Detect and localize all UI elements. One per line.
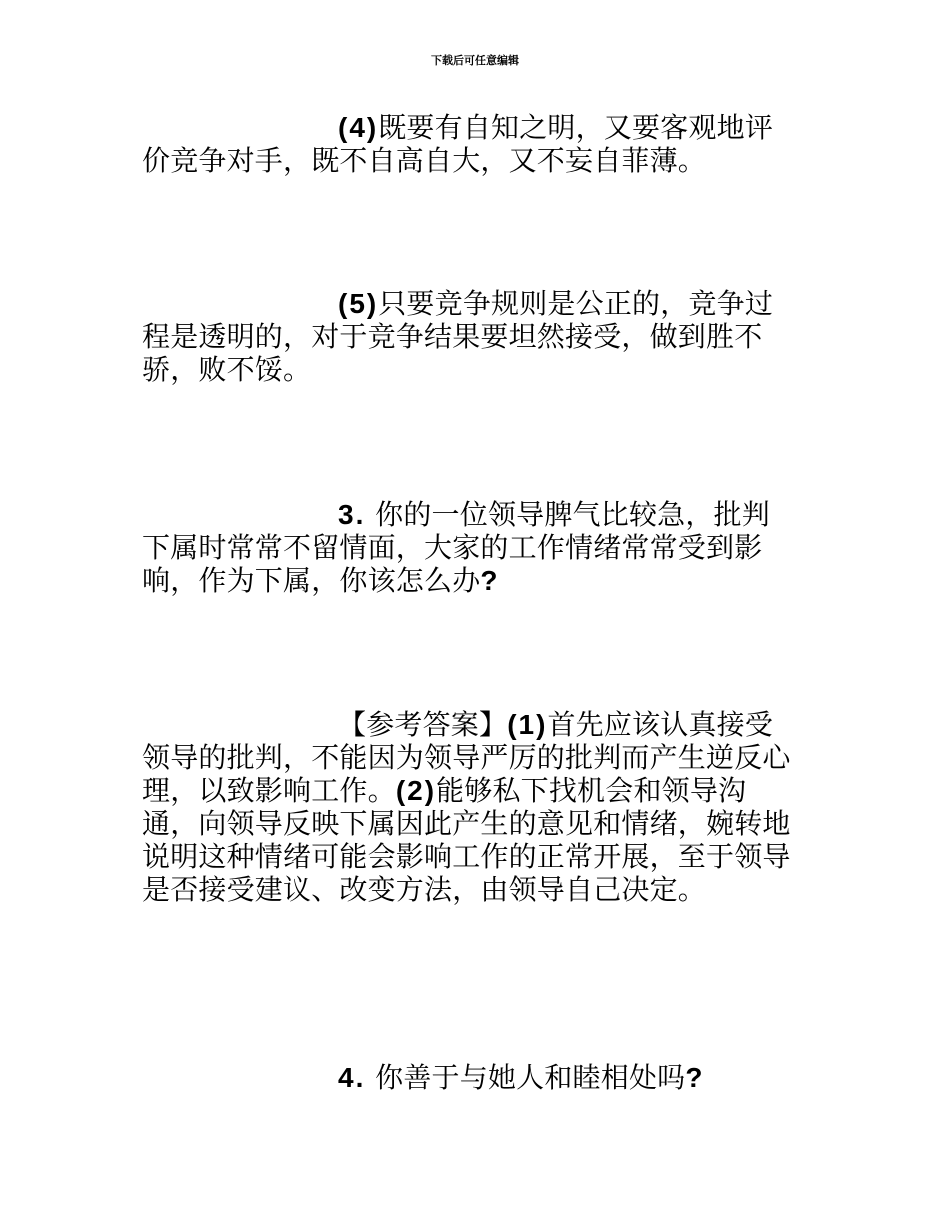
paragraph-text: 既要有自知之明，又要客观地评价竞争对手，既不自高自大，又不妄自菲薄。 bbox=[142, 111, 774, 177]
answer-label: 【参考答案】 bbox=[338, 708, 508, 741]
question-3 bbox=[142, 498, 798, 597]
question-mark: ? bbox=[480, 565, 498, 596]
question-number: 4 bbox=[338, 1062, 356, 1093]
answer-marker-1: (1) bbox=[507, 709, 548, 740]
question-number: 3 bbox=[338, 499, 356, 530]
answer-3 bbox=[142, 708, 798, 906]
page-header: 下载后可任意编辑 bbox=[431, 54, 519, 67]
question-4 bbox=[142, 1061, 798, 1094]
paragraph-text: 只要竞争规则是公正的，竞争过程是透明的，对于竞争结果要坦然接受，做到胜不骄，败不馁。 bbox=[142, 287, 774, 386]
point-marker: (5) bbox=[338, 288, 379, 319]
question-separator: . bbox=[355, 1062, 376, 1093]
question-text: 你的一位领导脾气比较急，批判下属时常常不留情面，大家的工作情绪常常受到影响，作为下属，你该怎么办 bbox=[142, 498, 770, 597]
answer-marker-2: (2) bbox=[395, 775, 437, 806]
question-mark: ? bbox=[685, 1062, 703, 1093]
paragraph-point-4 bbox=[142, 111, 798, 177]
answer-text-1: 首先应该认真接受领导的批判，不能因为领导严厉的批判而产生逆反心理，以致影响工作。 bbox=[142, 708, 791, 807]
point-marker: (4) bbox=[338, 112, 379, 143]
answer-text-2: 能够私下找机会和领导沟通，向领导反映下属因此产生的意见和情绪，婉转地说明这种情绪可能会影响工作的正常开展，至于领导是否接受建议、改变方法，由领导自己决定。 bbox=[142, 774, 791, 906]
question-text: 你善于与她人和睦相处吗 bbox=[375, 1061, 686, 1094]
paragraph-point-5 bbox=[142, 287, 798, 386]
question-separator: . bbox=[355, 499, 376, 530]
